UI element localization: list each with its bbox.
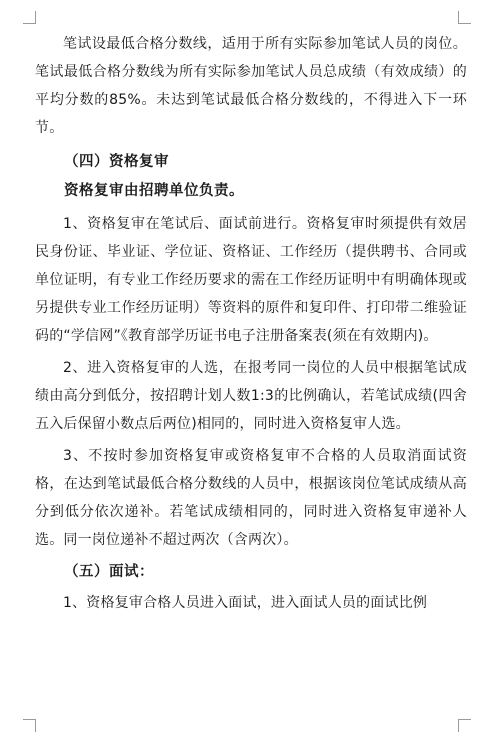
list-item-3: 3、不按时参加资格复审或资格复审不合格的人员取消面试资格，在达到笔试最低合格分数线的人员中，根据该岗位笔试成绩从高分到低分依次递补。若笔试成绩相同的，同时进入资格复审递补人选。同一岗位递补不超过两次（含两次）。 bbox=[35, 448, 467, 548]
list-item-2: 2、进入资格复审的人选，在报考同一岗位的人员中根据笔试成绩由高分到低分，按招聘计划人数1:3的比例确认，若笔试成绩(四舍五入后保留小数点后两位)相同的，同时进入资格复审人选。 bbox=[35, 360, 467, 432]
intro-paragraph: 笔试设最低合格分数线，适用于所有实际参加笔试人员的岗位。笔试最低合格分数线为所有实际参加笔试人员总成绩（有效成绩）的平均分数的85%。未达到笔试最低合格分数线的，不得进入下一环节。 bbox=[35, 36, 467, 136]
crop-mark-bottom-left bbox=[23, 719, 36, 732]
crop-mark-top-left bbox=[23, 11, 36, 24]
crop-mark-bottom-right bbox=[458, 719, 471, 732]
section-subheading-responsibility: 资格复审由招聘单位负责。 bbox=[64, 183, 244, 199]
section-heading-interview: （五）面试： bbox=[64, 564, 154, 580]
list-item-1: 1、资格复审在笔试后、面试前进行。资格复审时须提供有效居民身份证、毕业证、学位证、资格证、工作经历（提供聘书、合同或单位证明，有专业工作经历要求的需在工作经历证明中有明确体现或另提供专业工作经历证明）等资料的原件和复印件、打印带二维验证码的“学信网”《教育部学历证书电子注册备案表(须在有效期内)。 bbox=[35, 216, 467, 344]
section-heading-qualification-review: （四）资格复审 bbox=[64, 154, 169, 170]
interview-item-1: 1、资格复审合格人员进入面试，进入面试人员的面试比例 bbox=[63, 595, 428, 611]
crop-mark-top-right bbox=[458, 11, 471, 24]
document-body bbox=[35, 30, 467, 617]
